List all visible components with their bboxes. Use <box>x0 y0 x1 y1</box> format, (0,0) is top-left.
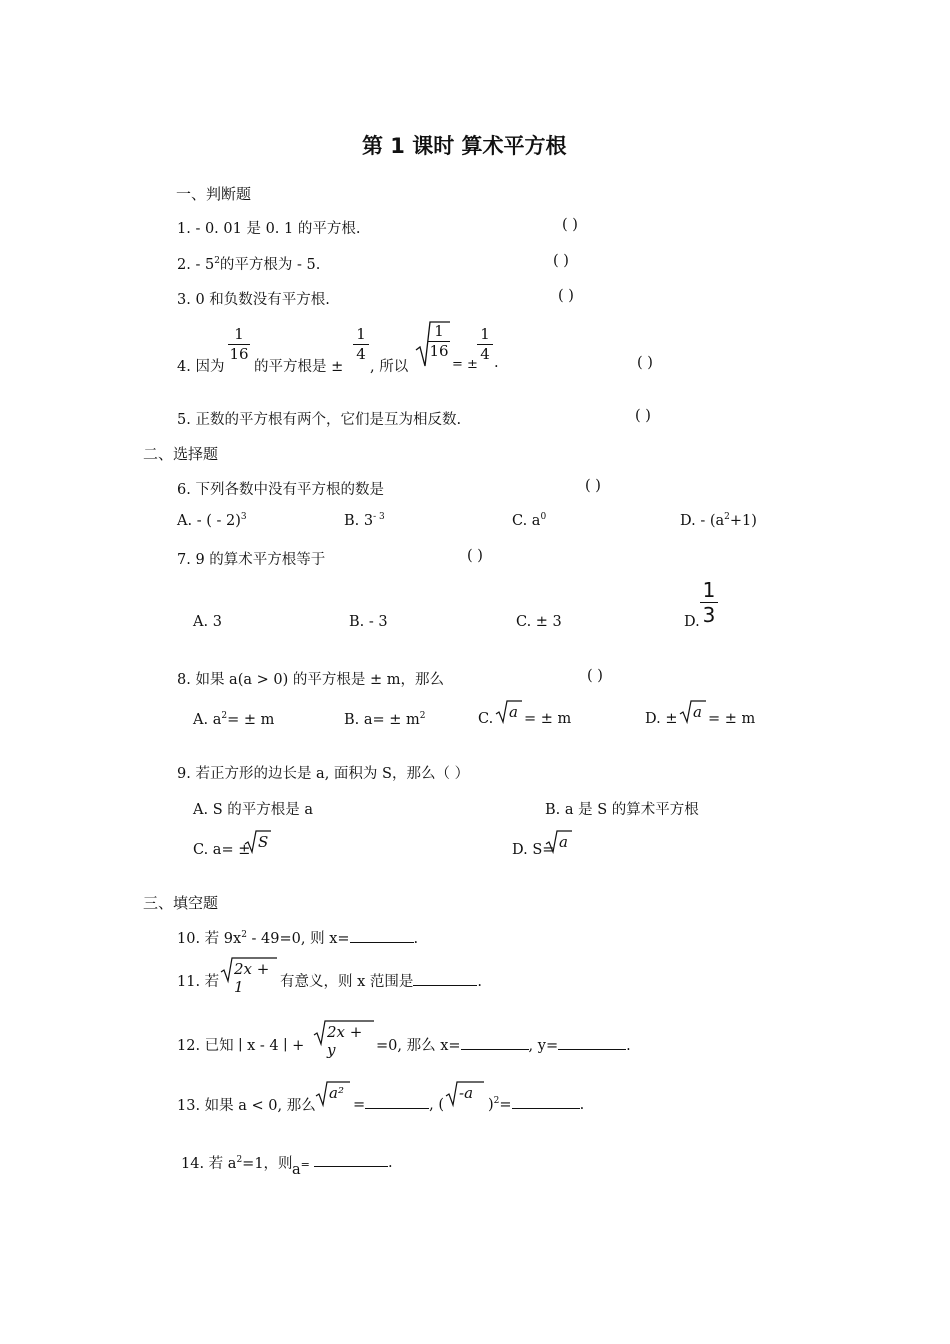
sqrt-neg-a: -a <box>446 1081 484 1107</box>
answer-paren-4: ( ) <box>637 355 653 371</box>
option-7b: B. - 3 <box>349 614 388 630</box>
question-11-end: 有意义，则 x 范围是 . <box>280 970 482 991</box>
answer-blank-13a[interactable] <box>365 1094 429 1109</box>
sqrt-2x-plus-1: 2x + 1 <box>221 957 277 983</box>
question-12-end: =0, 那么 x= , y= . <box>376 1034 631 1055</box>
answer-paren-3: ( ) <box>558 288 574 304</box>
question-14-end: . <box>314 1152 393 1171</box>
option-7c: C. ± 3 <box>516 614 562 630</box>
question-5: 5. 正数的平方根有两个，它们是互为相反数. <box>177 412 462 428</box>
option-8a: A. $a^2= \pm m$ <box>193 711 275 728</box>
option-8c-end: = ± m <box>524 711 572 727</box>
option-8b: B. $a= \pm m^2$ <box>344 711 426 728</box>
section-heading-judge: 一、判断题 <box>176 185 252 203</box>
question-4: 4. 因为 <box>177 359 225 375</box>
sqrt-a-8c: a <box>496 700 522 724</box>
option-6b: B. $3^{- 3}$ <box>344 512 385 529</box>
question-10: 10. 若 $9x^2 - 49=0$, 则 x= . <box>177 927 418 948</box>
question-13-end: )$^2$= . <box>488 1094 584 1113</box>
answer-paren-2: ( ) <box>553 253 569 269</box>
question-1: 1. - 0. 01 是 0. 1 的平方根. <box>177 221 361 237</box>
fraction-1-3: 1 3 <box>700 580 718 625</box>
option-8d-end: = ± m <box>708 711 756 727</box>
sqrt-a-squared: a² <box>316 1081 350 1107</box>
answer-paren-5: ( ) <box>635 408 651 424</box>
question-14: 14. 若 $a^2=1$，则 <box>181 1155 293 1172</box>
answer-blank-12x[interactable] <box>461 1035 529 1050</box>
option-9a: A. S 的平方根是 a <box>193 802 313 818</box>
answer-paren-8: ( ) <box>587 668 603 684</box>
question-13: 13. 如果 a < 0, 那么 <box>177 1098 316 1114</box>
question-4-text-c: = ± <box>452 357 478 372</box>
question-4-end: . <box>494 355 499 371</box>
question-3: 3. 0 和负数没有平方根. <box>177 292 330 308</box>
option-8d: D. ± <box>645 711 678 727</box>
answer-blank-11[interactable] <box>413 971 477 986</box>
answer-paren-7: ( ) <box>467 548 483 564</box>
question-7: 7. 9 的算术平方根等于 <box>177 552 326 568</box>
option-6d: D. - $(a^2+1)$ <box>680 512 757 529</box>
answer-paren-1: ( ) <box>562 217 578 233</box>
question-6: 6. 下列各数中没有平方根的数是 <box>177 482 384 498</box>
answer-blank-13b[interactable] <box>512 1094 580 1109</box>
question-8: 8. 如果 a(a > 0) 的平方根是 ± m，那么 <box>177 672 444 688</box>
question-13-mid: = , ( <box>353 1094 444 1113</box>
question-11: 11. 若 <box>177 974 220 990</box>
sqrt-a-9d: a <box>546 830 572 854</box>
question-4-text-a: 的平方根是 ± <box>254 359 344 375</box>
question-9: 9. 若正方形的边长是 a, 面积为 S，那么（ ） <box>177 766 470 782</box>
fraction-1-4-b: 1 4 <box>477 327 493 362</box>
option-9b: B. a 是 S 的算术平方根 <box>545 802 699 818</box>
question-14-var: a= <box>292 1158 310 1178</box>
answer-blank-12y[interactable] <box>558 1035 626 1050</box>
section-heading-fill: 三、填空题 <box>143 894 219 912</box>
sqrt-2x-plus-y: 2x + y <box>314 1020 374 1046</box>
sqrt-a-8d: a <box>680 700 706 724</box>
option-9d: D. S= <box>512 842 555 858</box>
option-6c: C. $a^0$ <box>512 512 547 529</box>
question-4-text-b: , 所以 <box>370 359 409 375</box>
fraction-1-16: 1 16 <box>229 325 249 363</box>
sqrt-1-16: 1 16 <box>416 320 450 368</box>
option-7a: A. 3 <box>193 614 222 630</box>
section-heading-choice: 二、选择题 <box>143 445 219 463</box>
page-title: 第 1 课时 算术平方根 <box>362 134 567 158</box>
answer-blank-14[interactable] <box>314 1152 388 1167</box>
question-12: 12. 已知 ∣ x - 4 ∣ + <box>177 1038 305 1054</box>
sqrt-s-9c: S <box>245 830 271 854</box>
answer-blank-10[interactable] <box>350 928 414 943</box>
option-6a: A. - ( - 2)$^3$ <box>177 512 247 529</box>
fraction-1-4-a: 1 4 <box>353 327 369 362</box>
option-7d: D. <box>684 614 700 630</box>
option-8c: C. <box>478 711 494 727</box>
option-9c: C. a= ± <box>193 842 251 858</box>
answer-paren-6: ( ) <box>585 478 601 494</box>
question-2: 2. - $5^2$的平方根为 - 5. <box>177 256 321 273</box>
